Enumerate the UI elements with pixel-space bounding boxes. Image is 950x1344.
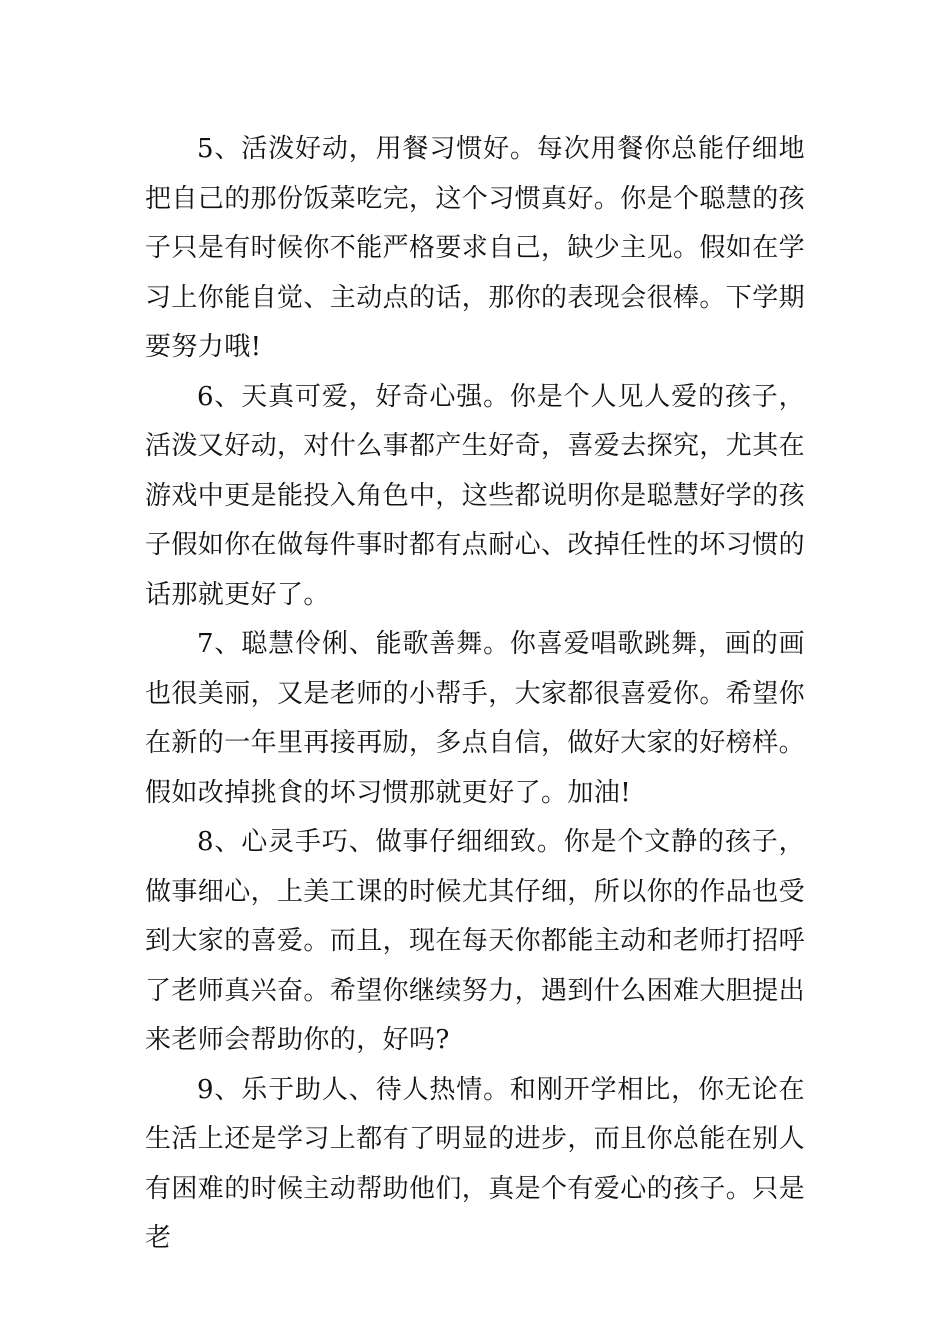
paragraph-7: 7、聪慧伶俐、能歌善舞。你喜爱唱歌跳舞，画的画也很美丽，又是老师的小帮手，大家都很喜爱你。希望你在新的一年里再接再励，多点自信，做好大家的好榜样。假如改掉挑食的坏习惯那就更好了。加油!: [145, 629, 806, 808]
document-body: [145, 125, 805, 1264]
paragraph-8: 8、心灵手巧、做事仔细细致。你是个文静的孩子，做事细心，上美工课的时候尤其仔细，所以你的作品也受到大家的喜爱。而且，现在每天你都能主动和老师打招呼了老师真兴奋。希望你继续努力，遇到什么困难大胆提出来老师会帮助你的，好吗?: [145, 827, 806, 1055]
paragraph-5: 5、活泼好动，用餐习惯好。每次用餐你总能仔细地把自己的那份饭菜吃完，这个习惯真好。你是个聪慧的孩子只是有时候你不能严格要求自己，缺少主见。假如在学习上你能自觉、主动点的话，那你的表现会很棒。下学期要努力哦!: [145, 134, 806, 362]
paragraph-9: 9、乐于助人、待人热情。和刚开学相比，你无论在生活上还是学习上都有了明显的进步，而且你总能在别人有困难的时候主动帮助他们，真是个有爱心的孩子。只是老: [145, 1074, 806, 1253]
paragraph-6: 6、天真可爱，好奇心强。你是个人见人爱的孩子，活泼又好动，对什么事都产生好奇，喜爱去探究，尤其在游戏中更是能投入角色中，这些都说明你是聪慧好学的孩子假如你在做每件事时都有点耐心、改掉任性的坏习惯的话那就更好了。: [145, 381, 806, 610]
